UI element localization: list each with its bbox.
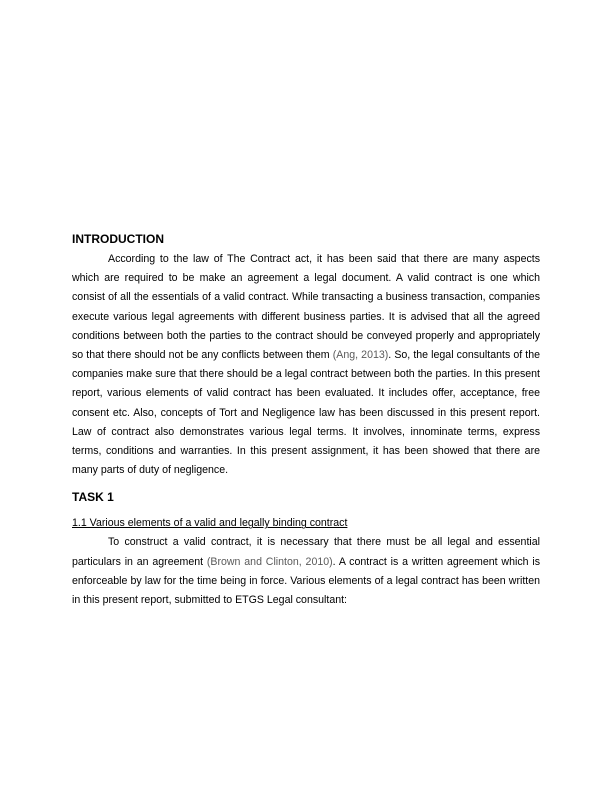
task-1-text-part-2: . A contract is a written agreement which is enforceable by law for the time being in force. Various elements of a legal contract has been written in this present report, submitted to ETGS Legal consultant: (72, 555, 540, 607)
introduction-citation: (Ang, 2013) (332, 349, 389, 362)
introduction-text-part-1: According to the law of The Contract act, it has been said that there are many aspects which are required to be make an agreement a legal document. A valid contract is one which consist of all the essentials of a valid contract. While transacting a business transaction, companies execute various legal agreements with different business parties. It is advised that all the agreed conditions between both the parties to the contract should be conveyed properly and appropriately so that there should not be any conflicts between them (72, 253, 540, 362)
document-page (72, 231, 540, 610)
task-1-citation: (Brown and Clinton, 2010) (206, 555, 333, 568)
introduction-text-part-2: . So, the legal consultants of the companies make sure that there should be a legal contract between both the parties. In this present report, various elements of valid contract has been evaluated. It includes offer, acceptance, free consent etc. Also, concepts of Tort and Negligence law has been discussed in this present report. Law of contract also demonstrates various legal terms. It involves, innominate terms, express terms, conditions and warranties. In this present assignment, it has been showed that there are many parts of duty of negligence. (72, 349, 541, 477)
introduction-paragraph (72, 250, 540, 480)
task-1-heading: TASK 1 (72, 490, 114, 505)
task-1-text-part-1: To construct a valid contract, it is necessary that there must be all legal and essential particulars in an agreement (72, 536, 540, 568)
task-1-subheading: 1.1 Various elements of a valid and legally binding contract (72, 517, 348, 530)
introduction-heading: INTRODUCTION (72, 232, 164, 246)
task-1-paragraph (72, 533, 540, 610)
